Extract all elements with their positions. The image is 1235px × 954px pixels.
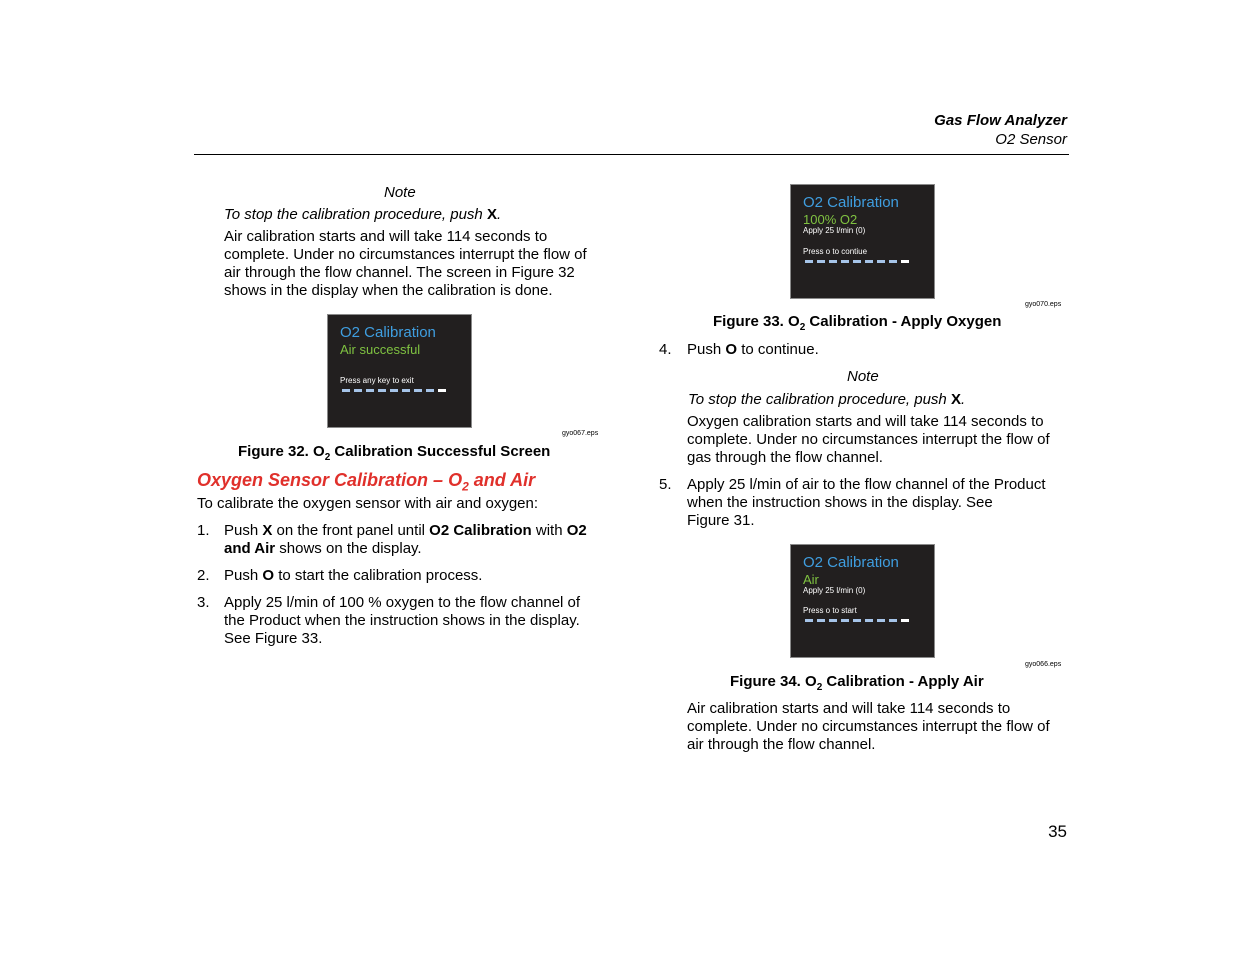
heading-text: and Air [468, 470, 536, 490]
note-key: X [950, 391, 961, 408]
step-5 [687, 476, 1046, 530]
key: O [725, 341, 738, 358]
figure-33-screen [790, 184, 935, 299]
key: X [262, 522, 273, 539]
figure-34-screen [790, 544, 935, 658]
text-line: Air calibration starts and will take 114 seconds to [224, 228, 548, 245]
step-number: 3. [197, 594, 210, 611]
note-text: To stop the calibration procedure, push X. [224, 206, 502, 223]
screen-title: O2 Calibration [803, 194, 899, 211]
text-line: Apply 25 l/min of 100 % oxygen to the flow channel of [224, 594, 581, 611]
key: O [262, 567, 275, 584]
text-line: gas through the flow channel. [687, 449, 883, 466]
figure-file-label: gyo066.eps [1025, 661, 1062, 668]
screen-title: O2 Calibration [803, 554, 899, 571]
step-4 [687, 341, 819, 359]
note-text-body: To stop the calibration procedure, push [224, 206, 487, 223]
caption-sub: 2 [799, 322, 806, 333]
step-number: 5. [659, 476, 672, 493]
step-number: 1. [197, 522, 210, 539]
screen-status: Air [803, 572, 819, 587]
text-line: complete. Under no circumstances interrupt the flow of [687, 718, 1050, 735]
header-subtitle: O2 Sensor [995, 131, 1067, 148]
key: O2 [566, 522, 587, 539]
figure-32-caption [238, 443, 550, 463]
text-line: air through the flow channel. [687, 736, 876, 753]
screen-instruction: Apply 25 l/min (0) [803, 586, 866, 595]
caption-text: Figure 33. O [713, 313, 800, 330]
note-label: Note [847, 368, 879, 385]
figure-34-caption [730, 673, 984, 693]
heading-sub: 2 [462, 479, 469, 494]
note-text: To stop the calibration procedure, push X. [688, 391, 966, 408]
text-line: shows in the display when the calibration is done. [224, 282, 553, 299]
screen-status: Air successful [340, 342, 421, 357]
caption-text: Calibration - Apply Air [822, 673, 984, 690]
page-number: 35 [1048, 822, 1067, 841]
text-line [224, 540, 587, 558]
caption-text: Figure 32. O [238, 443, 325, 460]
text-line: Air calibration starts and will take 114 seconds to [687, 700, 1011, 717]
screen-title: O2 Calibration [340, 324, 436, 341]
screen-prompt: Press o to start [803, 606, 857, 615]
heading-text: Oxygen Sensor Calibration – O [197, 470, 463, 490]
paragraph-air-calibration [224, 228, 587, 300]
figure-file-label: gyo067.eps [562, 430, 599, 437]
section-heading [197, 470, 535, 494]
t: Push [687, 341, 726, 358]
progress-dashes [342, 389, 446, 392]
text-line: See Figure 33. [224, 630, 323, 647]
screen-instruction: Apply 25 l/min (0) [803, 226, 866, 235]
caption-text: Figure 34. O [730, 673, 817, 690]
t: with [531, 522, 567, 539]
step-1 [224, 522, 587, 558]
text-line: Figure 31. [687, 512, 755, 529]
t: on the front panel until [272, 522, 430, 539]
figure-32-screen [327, 314, 472, 428]
intro-text: To calibrate the oxygen sensor with air and oxygen: [197, 495, 539, 512]
step-number: 2. [197, 567, 210, 584]
note-label: Note [384, 184, 416, 201]
step-2 [224, 567, 482, 585]
screen-prompt: Press any key to exit [340, 376, 414, 385]
text-line: air through the flow channel. The screen in Figure 32 [224, 264, 575, 281]
figure-33-caption [713, 313, 1001, 333]
text-line: Apply 25 l/min of air to the flow channel of the Product [687, 476, 1046, 493]
t: to continue. [737, 341, 819, 358]
note-key: X [486, 206, 497, 223]
t: to start the calibration process. [274, 567, 483, 584]
progress-dashes [805, 260, 909, 263]
screen-prompt: Press o to contiue [803, 247, 868, 256]
text-line [224, 522, 587, 540]
caption-sub: 2 [816, 682, 823, 693]
progress-dashes [805, 619, 909, 622]
header-rule [194, 154, 1069, 155]
header-title: Gas Flow Analyzer [934, 112, 1067, 129]
text-line: the Product when the instruction shows in the display. [224, 612, 580, 629]
step-3 [224, 594, 580, 648]
t: Push [224, 522, 263, 539]
caption-sub: 2 [324, 452, 331, 463]
caption-text: Calibration - Apply Oxygen [805, 313, 1002, 330]
t: shows on the display. [275, 540, 422, 557]
t: Push [224, 567, 263, 584]
key: O2 Calibration [429, 522, 532, 539]
paragraph-air-calibration-2 [687, 700, 1050, 754]
key: and Air [224, 540, 276, 557]
step-number: 4. [659, 341, 672, 358]
text-line: complete. Under no circumstances interrupt the flow of [224, 246, 587, 263]
note-text-body: To stop the calibration procedure, push [688, 391, 951, 408]
text-line: Oxygen calibration starts and will take 114 seconds to [687, 413, 1044, 430]
caption-text: Calibration Successful Screen [330, 443, 551, 460]
text-line: when the instruction shows in the display. See [687, 494, 993, 511]
screen-status: 100% O2 [803, 212, 858, 227]
figure-file-label: gyo070.eps [1025, 301, 1062, 308]
text-line: complete. Under no circumstances interrupt the flow of [687, 431, 1050, 448]
paragraph-oxygen-calibration [687, 413, 1050, 467]
